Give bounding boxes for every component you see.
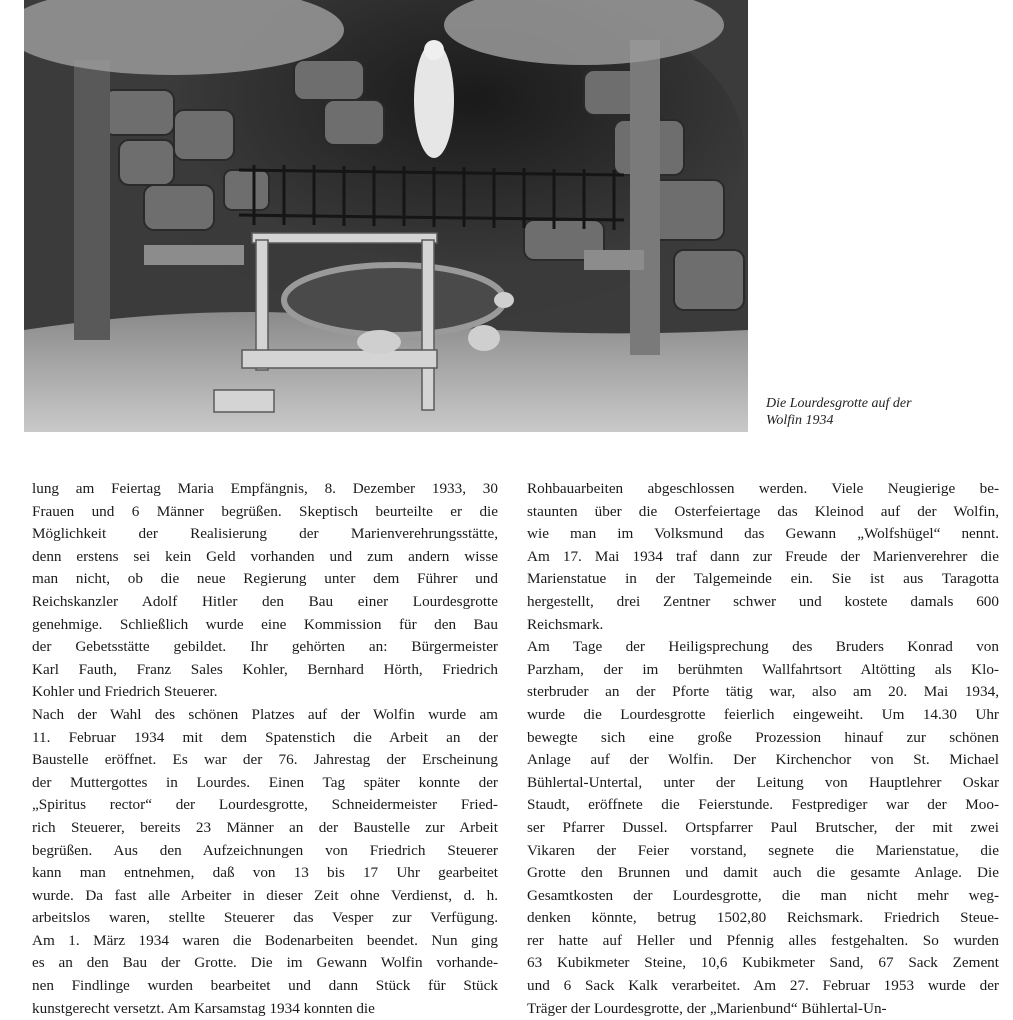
photo-caption [766,395,996,429]
text-line: nen Findlinge wurden bearbeitet und dann Stück für Stück [32,977,498,995]
text-line: Karl Fauth, Franz Sales Kohler, Bernhard Hörth, Friedrich [32,660,498,678]
text-line: Möglichkeit der Realisierung der Marienverehrungsstätte, [32,525,498,543]
text-line: Rohbauarbeiten abgeschlossen werden. Viele Neugierige be- [527,480,999,497]
text-line: Am 17. Mai 1934 traf dann zur Freude der Marienverehrer die [527,547,999,565]
text-line: begrüßen. Aus den Aufzeichnungen von Friedrich Steuerer [32,841,498,859]
text-line: Parzham, der im berühmten Wallfahrtsort Altötting als Klo- [527,660,999,678]
text-line: kann man entnehmen, daß von 13 bis 17 Uhr gearbeitet [32,864,498,882]
text-line: wurde. Da fast alle Arbeiter in dieser Zeit ohne Verdienst, d. h. [32,886,498,904]
text-line: Reichsmark. [527,615,604,633]
text-line: Vikaren der Feier vorstand, segnete die Marienstatue, die [527,841,999,859]
text-line: Reichskanzler Adolf Hitler den Bau einer Lourdesgrotte [32,592,498,610]
text-line: Frauen und 6 Männer begrüßen. Skeptisch beurteilte er die [32,502,498,520]
text-line: man nicht, ob die neue Regierung unter dem Führer und [32,570,498,588]
grotto-photo [24,0,748,432]
caption-line: Die Lourdesgrotte auf der [766,396,912,411]
text-line: 11. Februar 1934 mit dem Spatenstich die Arbeit an der [32,728,498,746]
caption-line: Wolfin 1934 [766,413,834,428]
text-line: Baustelle eröffnet. Es war der 76. Jahrestag der Erscheinung [32,751,498,769]
text-line: Gesamtkosten der Lourdesgrotte, die man nicht mehr weg- [527,886,999,904]
text-line: Staudt, eröffnete die Feierstunde. Festprediger war der Moo- [527,796,999,814]
text-line: denken könnte, betrug 1502,80 Reichsmark. Friedrich Steue- [527,909,999,927]
text-line: und 6 Sack Kalk verarbeitet. Am 27. Februar 1953 wurde der [527,977,999,995]
text-line: lung am Feiertag Maria Empfängnis, 8. Dezember 1933, 30 [32,480,498,497]
text-line: arbeitslos waren, stellte Steuerer das Vesper zur Verfügung. [32,909,498,927]
text-line: der Gebetsstätte gebildet. Ihr gehörten an: Bürgermeister [32,638,498,656]
text-line: es an den Bau der Grotte. Die im Gewann Wolfin vorhande- [32,954,498,972]
text-line: Nach der Wahl des schönen Platzes auf der Wolfin wurde am [32,705,498,723]
text-line: 63 Kubikmeter Steine, 10,6 Kubikmeter Sand, 67 Sack Zement [527,954,999,972]
text-column-left [32,478,498,1020]
text-line: Träger der Lourdesgrotte, der „Marienbund“ Bühlertal-Un- [527,999,887,1017]
text-line: rer hatte auf Heller und Pfennig alles festgehalten. So wurden [527,931,999,949]
text-line: sterbruder an der Pforte tätig war, also am 20. Mai 1934, [527,683,999,701]
text-line: „Spiritus rector“ der Lourdesgrotte, Schneidermeister Fried- [32,796,498,814]
text-line: Am 1. März 1934 waren die Bodenarbeiten beendet. Nun ging [32,931,498,949]
text-line: Kohler und Friedrich Steuerer. [32,683,218,701]
text-column-right [527,478,999,1020]
text-line: hergestellt, drei Zentner schwer und kostete damals 600 [527,592,999,610]
text-line: Grotte den Brunnen und damit auch die gesamte Anlage. Die [527,864,999,882]
text-line: Bühlertal-Untertal, unter der Leitung von Hauptlehrer Oskar [527,773,999,791]
text-line: wie man im Volksmund das Gewann „Wolfshügel“ nennt. [527,525,999,543]
text-line: bewegte sich eine große Prozession hinauf zur schönen [527,728,999,746]
text-line: wurde die Lourdesgrotte feierlich eingeweiht. Um 14.30 Uhr [527,705,999,723]
text-line: genehmige. Schließlich wurde eine Kommission für den Bau [32,615,498,633]
text-line: Am Tage der Heiligsprechung des Bruders Konrad von [527,638,999,656]
text-line: denn erstens sei kein Geld vorhanden und zum andern wisse [32,547,498,565]
text-line: Anlage auf der Wolfin. Der Kirchenchor von St. Michael [527,751,999,769]
text-line: Marienstatue in der Talgemeinde ein. Sie ist aus Taragotta [527,570,999,588]
text-line: ser Pfarrer Dussel. Ortspfarrer Paul Brutscher, der mit zwei [527,818,999,836]
text-line: staunten über die Osterfeiertage das Kleinod auf der Wolfin, [527,502,999,520]
text-line: rich Steuerer, bereits 23 Männer an der Baustelle zur Arbeit [32,818,498,836]
text-line: kunstgerecht versetzt. Am Karsamstag 1934 konnten die [32,999,375,1017]
text-line: der Muttergottes in Lourdes. Einen Tag später konnte der [32,773,498,791]
